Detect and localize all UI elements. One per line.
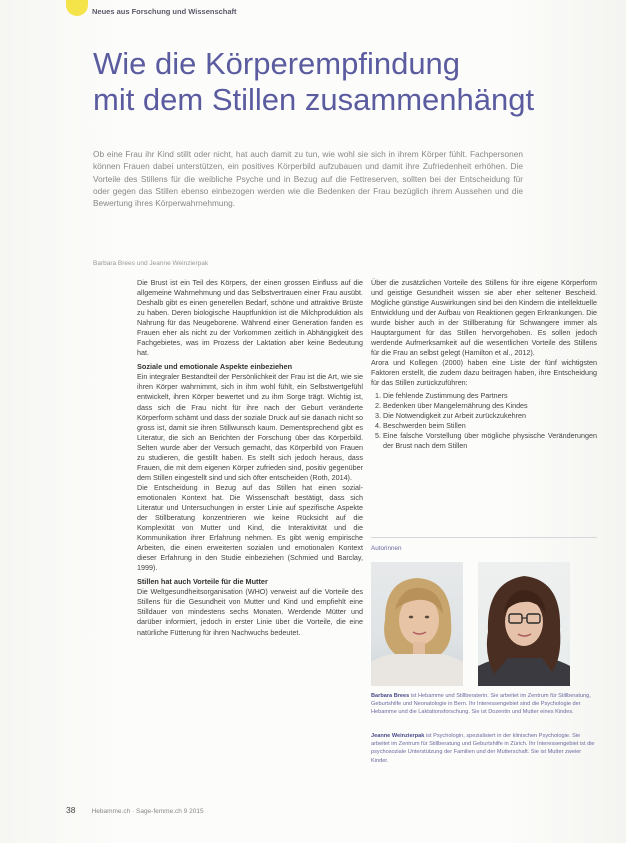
author-bio-text: ist Psychologin, spezialisiert in der klinischen Psychologie. Sie arbeitet im Zentrum für Stillberatung und Geburtshilfe in Zürich. Ihr Interessengebiet ist die psychosoziale Unterstützung der Familien und der Mutterschaft. Sie ist Mutter zweier Kinder.: [371, 733, 595, 764]
article-lead: Ob eine Frau ihr Kind stillt oder nicht, hat auch damit zu tun, wie wohl sie sich in ihrem Körper fühlt. Fachpersonen können Frauen dabei unterstützen, ein positives Körperbild aufzubauen und damit ihre Zufriedenheit erhöhen. Die Vorteile des Stillens für die weibliche Psyche und in Bezug auf die Fettreserven, sollten bei der Entscheidung für oder gegen das Stillen ebenso einbezogen werden wie die Bedenken der Frau bezüglich ihrem Aussehen und die Bewertung ihres Körperwahrnehmung.: [93, 149, 523, 209]
list-item: 4. Beschwerden beim Stillen: [383, 421, 597, 431]
list-item: 2. Bedenken über Mangelernährung des Kindes: [383, 401, 597, 411]
authors-heading: Autorinnen: [371, 545, 402, 552]
section-marker-dot: [66, 0, 88, 16]
list-item: 3. Die Notwendigkeit zur Arbeit zurückzukehren: [383, 411, 597, 421]
author-photo-barbara: [371, 562, 463, 686]
list-item: 5. Eine falsche Vorstellung über mögliche physische Veränderungen der Brust nach dem Stillen: [383, 431, 597, 451]
subheading: Soziale und emotionale Aspekte einbeziehen: [137, 362, 293, 372]
text-column-1: [137, 278, 363, 638]
publication-info: Hebamme.ch · Sage-femme.ch 9 2015: [91, 808, 204, 815]
paragraph: Über die zusätzlichen Vorteile des Stillens für ihre eigene Körperform und geistige Gesundheit wissen sie aber eher seltener Bescheid. Mögliche günstige Auswirkungen sind bei den Kindern die intellektuelle Entwicklung und der Aufbau von Reaktionen gegen Erkrankungen. Die wurde bisher auch in der Stillberatung für Schwangere immer als Hauptargument für das Stillen hervorgehoben. Es sollen jedoch werdende Aufmerksamkeit auf die wesentlichen Vorteile des Stillens für die Frau an selbst gelegt (Hamilton et al., 2012).: [371, 278, 597, 358]
factor-list: [371, 391, 597, 451]
list-item: 1. Die fehlende Zustimmung des Partners: [383, 391, 597, 401]
author-photo-jeanne: [478, 562, 570, 686]
article-title: [93, 46, 593, 118]
paragraph: Ein integraler Bestandteil der Persönlichkeit der Frau ist die Art, wie sie ihren Körper wahrnimmt, sich in ihm wohl fühlt, ein Selbstwertgefühl entwickelt, ihren Körper bewertet und zu ihm Sorge trägt. Wichtig ist, dass sich die Frau nicht für ihre nach der Geburt veränderte Körperform schämt und dass der soziale Druck auf sie danach nicht so gross ist, damit sie ihren Stillwunsch kaum. Dementsprechend gibt es Literatur, die sich an Berichten der Forschung über das Körperbild. Selten wurde aber der Versuch gemacht, das Körperbild von Frauen zu studieren, die gestillt haben. Es stellt sich jedoch heraus, dass Frauen, die mit dem eigenen Körper zufrieden sind, positiv gegenüber dem Stillen eingestellt sind und sich öfter entscheiden (Roth, 2014).: [137, 372, 363, 482]
author-name: Barbara Brees: [371, 693, 410, 699]
portrait-illustration: [371, 562, 463, 686]
page-number: 38: [66, 805, 76, 815]
portrait-illustration: [478, 562, 570, 686]
section-header: Neues aus Forschung und Wissenschaft: [92, 7, 237, 16]
subheading: Stillen hat auch Vorteile für die Mutter: [137, 577, 268, 587]
title-line-2: mit dem Stillen zusammenhängt: [93, 82, 535, 117]
author-name: Jeanne Weinzierpak: [371, 733, 425, 739]
author-bio-text: ist Hebamme und Stillberaterin. Sie arbeitet im Zentrum für Stillberatung, Geburtshilfe und Neonatologie in Bern. Ihr Interessengebiet sind die Psychologie der Hebamme und die Laktationsforschung. Sie ist Dozentin und Mutter eines Kindes.: [371, 693, 591, 716]
paragraph: Die Brust ist ein Teil des Körpers, der einen grossen Einfluss auf die allgemeine Wahrnehmung und das Selbstvertrauen einer Frau ausübt. Deshalb gibt es einen generellen Bedarf, schöne und attraktive Brüste zu haben. Deren biologische Hauptfunktion ist die Milchproduktion als Nahrung für das Neugeborene. Während einer Generation fanden es Frauen eher als nicht zu der Vorkommen zeitlich in Abhängigkeit des Fachgebietes, was im Prozess der Laktation aber keine Bedeutung hat.: [137, 278, 363, 358]
paragraph: Arora und Kollegen (2000) haben eine Liste der fünf wichtigsten Faktoren erstellt, die zudem dazu beitragen haben, ihre Entscheidung für das Stillen zurückzuführen:: [371, 358, 597, 388]
author-bio-2: [371, 732, 597, 765]
paragraph: Die Weltgesundheitsorganisation (WHO) verweist auf die Vorteile des Stillens für die Gesundheit von Mutter und Kind und empfiehlt eine Stilldauer von mindestens sechs Monaten. Werdende Mütter und darüber informiert, jedoch in erster Linie über die Vorteile, die eine natürliche Fütterung für ihren Nachwuchs bedeutet.: [137, 587, 363, 637]
author-bio-1: [371, 692, 597, 717]
divider: [371, 537, 597, 538]
text-column-2: [371, 278, 597, 451]
paragraph: Die Entscheidung in Bezug auf das Stillen hat einen sozial-emotionalen Kontext hat. Die Wissenschaft bestätigt, dass sich Literatur und Untersuchungen in erster Linie auf spezifische Aspekte der Stillberatung konzentrieren wie keine Rücksicht auf die Komplexität von Mutter und Kind, die Interaktivität und die Kommunikation ihrer Erfahrung nehmen. Es gibt wenig empirische Arbeiten, die einen erweiterten sozialen und emotionalen Kontext dieser Erfahrung in den Studie einbeziehen (Schmied und Barclay, 1999).: [137, 482, 363, 573]
title-line-1: Wie die Körperempfindung: [93, 46, 461, 81]
page-footer: [66, 805, 204, 815]
byline: Barbara Brees und Jeanne Weinzierpak: [93, 260, 209, 267]
